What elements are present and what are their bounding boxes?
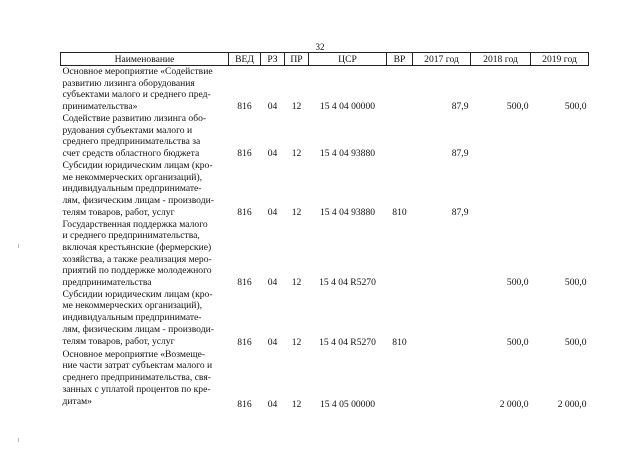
- cell-vr: [387, 66, 413, 114]
- cell-2017: [413, 219, 471, 289]
- name-line: хозяйства, а также реализация меро-: [62, 253, 212, 265]
- cell-2019: 500,0: [564, 277, 587, 289]
- name-line: дитам»: [62, 395, 92, 407]
- header-name: Наименование: [61, 53, 229, 66]
- table-header-row: [61, 53, 589, 66]
- name-line: счет средств областного бюджета: [62, 148, 200, 160]
- cell-vr: [387, 349, 413, 411]
- name-line: Государственная поддержка малого: [62, 218, 208, 230]
- name-line: среднего предпринимательства за: [62, 136, 201, 148]
- cell-2019: 500,0: [564, 101, 587, 113]
- cell-ved: 816: [237, 337, 252, 349]
- name-line: ме некоммерческих организаций),: [62, 171, 203, 183]
- cell-pr: 12: [291, 206, 302, 218]
- cell-ved: 816: [237, 148, 252, 160]
- name-line: телям товаров, работ, услуг: [62, 206, 175, 218]
- cell-rz: 04: [267, 101, 278, 113]
- cell-2017: 87,9: [451, 206, 469, 218]
- name-line: лям, физическим лицам - производи-: [62, 195, 214, 207]
- cell-ved: 816: [237, 101, 252, 113]
- cell-csr: 15 4 04 93880: [319, 148, 376, 160]
- header-rz: РЗ: [261, 53, 285, 66]
- row-name: [61, 289, 229, 349]
- table-row: [61, 66, 589, 114]
- header-2019: 2019 год: [531, 53, 589, 66]
- cell-rz: 04: [267, 337, 278, 349]
- cell-csr: 15 4 04 93880: [319, 206, 376, 218]
- table-row: [61, 289, 589, 349]
- cell-2017: [413, 289, 471, 349]
- table-row: [61, 349, 589, 411]
- row-name: [61, 349, 229, 411]
- cell-ved: 816: [237, 206, 252, 218]
- cell-ved: 816: [237, 399, 252, 411]
- cell-2018: 500,0: [506, 101, 529, 113]
- header-2017: 2017 год: [413, 53, 471, 66]
- cell-vr: [387, 219, 413, 289]
- header-csr: ЦСР: [309, 53, 387, 66]
- cell-2019: 500,0: [564, 337, 587, 349]
- row-name: [61, 113, 229, 160]
- table-row: [61, 160, 589, 219]
- table-row: [61, 113, 589, 160]
- header-vr: ВР: [387, 53, 413, 66]
- row-name: [61, 66, 229, 114]
- name-line: принимательства»: [62, 101, 138, 113]
- cell-2019: 2 000,0: [557, 399, 587, 411]
- name-line: включая крестьянские (фермерские): [62, 241, 212, 253]
- cell-2019: [531, 113, 589, 160]
- cell-2018: [471, 113, 531, 160]
- cell-vr: 810: [392, 337, 407, 349]
- cell-vr: 810: [392, 206, 407, 218]
- name-line: индивидуальным предпринимате-: [62, 183, 202, 195]
- page-number: 32: [315, 42, 325, 52]
- name-line: индивидуальным предпринимате-: [62, 312, 202, 324]
- scan-mark: [18, 438, 19, 442]
- name-line: Содействие развитию лизинга обо-: [62, 113, 207, 124]
- cell-csr: 15 4 05 00000: [319, 399, 376, 411]
- header-2018: 2018 год: [471, 53, 531, 66]
- header-pr: ПР: [285, 53, 309, 66]
- budget-table: [60, 52, 589, 411]
- cell-2018: 500,0: [506, 337, 529, 349]
- row-name: [61, 160, 229, 219]
- cell-2019: [531, 160, 589, 219]
- scan-mark: [18, 244, 19, 248]
- name-line: Субсидии юридическим лицам (кро-: [62, 160, 213, 171]
- cell-csr: 15 4 04 R5270: [319, 277, 376, 289]
- cell-pr: 12: [291, 337, 302, 349]
- table-row: [61, 219, 589, 289]
- cell-pr: 12: [291, 277, 302, 289]
- name-line: развитию лизинга оборудования: [62, 77, 195, 89]
- cell-rz: 04: [267, 399, 278, 411]
- name-line: лям, физическим лицам - производи-: [62, 323, 214, 335]
- cell-csr: 15 4 04 R5270: [319, 337, 376, 349]
- cell-csr: 15 4 04 00000: [319, 101, 376, 113]
- name-line: и среднего предпринимательства,: [62, 230, 200, 242]
- cell-2018: [471, 160, 531, 219]
- name-line: телям товаров, работ, услуг: [62, 335, 175, 347]
- name-line: субъектами малого и среднего пред-: [62, 89, 211, 101]
- name-line: рудования субъектами малого и: [62, 124, 193, 136]
- name-line: Субсидии юридическим лицам (кро-: [62, 288, 213, 300]
- name-line: ние части затрат субъектам малого и: [62, 360, 213, 372]
- row-name: [61, 219, 229, 289]
- cell-pr: 12: [291, 399, 302, 411]
- cell-ved: 816: [237, 277, 252, 289]
- cell-2017: 87,9: [451, 101, 469, 113]
- cell-pr: 12: [291, 101, 302, 113]
- name-line: Основное мероприятие «Возмеще-: [62, 348, 206, 360]
- cell-rz: 04: [267, 206, 278, 218]
- cell-rz: 04: [267, 148, 278, 160]
- name-line: среднего предпринимательства, свя-: [62, 372, 211, 384]
- name-line: приятий по поддержке молодежного: [62, 265, 212, 277]
- cell-vr: [387, 113, 413, 160]
- cell-pr: 12: [291, 148, 302, 160]
- cell-2017: [413, 349, 471, 411]
- cell-2018: 2 000,0: [499, 399, 529, 411]
- name-line: предпринимательства: [62, 277, 152, 289]
- cell-2018: 500,0: [506, 277, 529, 289]
- name-line: занных с уплатой процентов по кре-: [62, 383, 211, 395]
- name-line: Основное мероприятие «Содействие: [62, 66, 213, 77]
- header-ved: ВЕД: [229, 53, 261, 66]
- name-line: ме некоммерческих организаций),: [62, 300, 203, 312]
- cell-rz: 04: [267, 277, 278, 289]
- cell-2017: 87,9: [451, 148, 469, 160]
